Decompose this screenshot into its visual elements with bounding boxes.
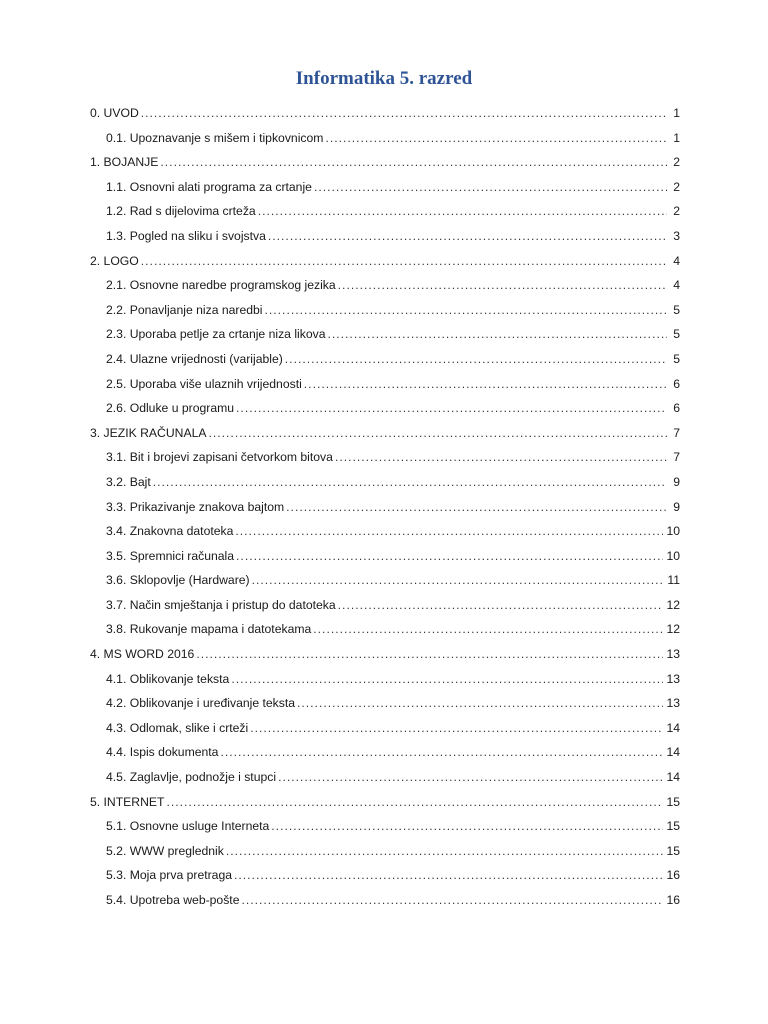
toc-entry[interactable] (90, 347, 680, 372)
toc-entry-title: 1. BOJANJE (90, 155, 159, 170)
toc-page-number: 2 (673, 155, 680, 170)
dot-leader (234, 863, 663, 888)
dot-leader (278, 765, 663, 790)
toc-page-number: 14 (666, 745, 680, 760)
toc-entry[interactable] (90, 372, 680, 397)
dot-leader (236, 544, 663, 569)
toc-entry-title: 2.2. Ponavljanje niza naredbi (106, 302, 263, 317)
toc-entry[interactable] (90, 273, 680, 298)
dot-leader (268, 224, 667, 249)
toc-page-number: 12 (666, 597, 680, 612)
toc-page-number: 12 (666, 622, 680, 637)
toc-entry[interactable] (90, 199, 680, 224)
toc-entry-title: 1.2. Rad s dijelovima crteža (106, 204, 256, 219)
toc-entry-title: 5.1. Osnovne usluge Interneta (106, 819, 270, 834)
toc-entry[interactable] (90, 667, 680, 692)
toc-entry[interactable] (90, 642, 680, 667)
dot-leader (209, 421, 668, 446)
dot-leader (141, 249, 667, 274)
dot-leader (265, 298, 667, 323)
toc-entry-title: 2.6. Odluke u programu (106, 401, 235, 416)
toc-entry[interactable] (90, 224, 680, 249)
toc-entry[interactable] (90, 740, 680, 765)
toc-page-number: 1 (673, 130, 680, 145)
dot-leader (241, 888, 663, 913)
toc-page-number: 14 (666, 720, 680, 735)
toc-entry-title: 4.1. Oblikovanje teksta (106, 671, 230, 686)
toc-entry[interactable] (90, 691, 680, 716)
toc-entry-title: 3. JEZIK RAČUNALA (90, 425, 207, 440)
dot-leader (314, 175, 667, 200)
dot-leader (141, 101, 667, 126)
toc-entry-title: 3.5. Spremnici računala (106, 548, 235, 563)
toc-entry-title: 2.5. Uporaba više ulaznih vrijednosti (106, 376, 302, 391)
toc-entry[interactable] (90, 568, 680, 593)
toc-entry[interactable] (90, 519, 680, 544)
toc-entry-title: 5. INTERNET (90, 794, 165, 809)
toc-entry[interactable] (90, 716, 680, 741)
toc-page-number: 11 (667, 573, 680, 588)
toc-page-number: 10 (666, 524, 680, 539)
dot-leader (258, 199, 667, 224)
toc-page-number: 2 (673, 179, 680, 194)
toc-page-number: 7 (673, 450, 680, 465)
dot-leader (325, 126, 667, 151)
toc-page-number: 13 (666, 647, 680, 662)
dot-leader (196, 642, 663, 667)
dot-leader (285, 347, 667, 372)
dot-leader (231, 667, 663, 692)
toc-page-number: 2 (673, 204, 680, 219)
dot-leader (252, 568, 665, 593)
dot-leader (297, 691, 663, 716)
toc-entry-title: 2.4. Ulazne vrijednosti (varijable) (106, 351, 283, 366)
dot-leader (335, 445, 667, 470)
toc-entry-title: 0. UVOD (90, 106, 139, 120)
toc-page-number: 4 (673, 278, 680, 293)
toc-page-number: 16 (666, 868, 680, 883)
dot-leader (271, 814, 663, 839)
toc-entry-title: 3.1. Bit i brojevi zapisani četvorkom bitova (106, 450, 333, 465)
toc-entry[interactable] (90, 396, 680, 421)
toc-entry-title: 2.3. Uporaba petlje za crtanje niza likova (106, 327, 326, 342)
toc-entry[interactable] (90, 150, 680, 175)
toc-entry[interactable] (90, 322, 680, 347)
toc-page-number: 13 (666, 671, 680, 686)
dot-leader (220, 740, 663, 765)
toc-entry[interactable] (90, 765, 680, 790)
toc-entry-title: 5.4. Upotreba web-pošte (106, 893, 240, 907)
toc-entry[interactable] (90, 298, 680, 323)
toc-entry-title: 3.2. Bajt (106, 474, 151, 489)
dot-leader (236, 396, 667, 421)
toc-page-number: 4 (673, 253, 680, 268)
toc-page-number: 7 (673, 425, 680, 440)
toc-page-number: 5 (673, 351, 680, 366)
dot-leader (338, 273, 667, 298)
toc-entry-title: 5.2. WWW preglednik (106, 843, 224, 858)
toc-page-number: 5 (673, 327, 680, 342)
toc-page-number: 14 (666, 770, 680, 785)
toc-page-number: 15 (666, 843, 680, 858)
toc-entry[interactable] (90, 617, 680, 642)
toc-page-number: 1 (673, 106, 680, 120)
toc-entry-title: 3.3. Prikazivanje znakova bajtom (106, 499, 285, 514)
toc-entry[interactable] (90, 814, 680, 839)
toc-entry[interactable] (90, 470, 680, 495)
dot-leader (313, 617, 663, 642)
toc-entry[interactable] (90, 839, 680, 864)
toc-entry-title: 4.4. Ispis dokumenta (106, 745, 219, 760)
toc-page-number: 6 (673, 376, 680, 391)
toc-page-number: 15 (666, 794, 680, 809)
toc-entry[interactable] (90, 445, 680, 470)
toc-entry[interactable] (90, 888, 680, 913)
dot-leader (226, 839, 664, 864)
toc-entry-title: 0.1. Upoznavanje s mišem i tipkovnicom (106, 130, 324, 145)
toc-entry-title: 2.1. Osnovne naredbe programskog jezika (106, 278, 336, 293)
toc-entry-title: 3.6. Sklopovlje (Hardware) (106, 573, 250, 588)
toc-page-number: 9 (673, 499, 680, 514)
dot-leader (235, 519, 663, 544)
dot-leader (304, 372, 667, 397)
toc-entry-title: 4. MS WORD 2016 (90, 647, 195, 662)
toc-entry[interactable] (90, 126, 680, 151)
toc-page-number: 13 (666, 696, 680, 711)
toc-entry[interactable] (90, 863, 680, 888)
toc-entry-title: 1.1. Osnovni alati programa za crtanje (106, 179, 312, 194)
toc-page-number: 16 (666, 893, 680, 907)
dot-leader (160, 150, 667, 175)
toc-entry[interactable] (90, 101, 680, 126)
toc-page-number: 6 (673, 401, 680, 416)
dot-leader (338, 593, 664, 618)
toc-entry[interactable] (90, 544, 680, 569)
toc-entry-title: 1.3. Pogled na sliku i svojstva (106, 228, 266, 243)
dot-leader (286, 495, 667, 520)
toc-entry[interactable] (90, 495, 680, 520)
toc-entry-title: 4.5. Zaglavlje, podnožje i stupci (106, 770, 277, 785)
dot-leader (250, 716, 663, 741)
toc-page-number: 15 (666, 819, 680, 834)
toc-entry[interactable] (90, 421, 680, 446)
toc-entry-title: 3.7. Način smještanja i pristup do datoteka (106, 597, 336, 612)
toc-entry-title: 2. LOGO (90, 253, 139, 268)
toc-page-number: 3 (673, 228, 680, 243)
toc-entry-title: 4.3. Odlomak, slike i crteži (106, 720, 249, 735)
toc-entry[interactable] (90, 593, 680, 618)
toc-entry-title: 5.3. Moja prva pretraga (106, 868, 233, 883)
toc-page-number: 5 (673, 302, 680, 317)
table-of-contents (90, 101, 680, 913)
dot-leader (167, 790, 664, 815)
toc-entry-title: 3.4. Znakovna datoteka (106, 524, 234, 539)
toc-entry-title: 3.8. Rukovanje mapama i datotekama (106, 622, 312, 637)
document-title: Informatika 5. razred (295, 68, 473, 89)
toc-page-number: 10 (666, 548, 680, 563)
toc-page-number: 9 (673, 474, 680, 489)
toc-entry[interactable] (90, 175, 680, 200)
toc-entry[interactable] (90, 790, 680, 815)
toc-entry[interactable] (90, 249, 680, 274)
toc-entry-title: 4.2. Oblikovanje i uređivanje teksta (106, 696, 296, 711)
dot-leader (328, 322, 668, 347)
dot-leader (153, 470, 667, 495)
